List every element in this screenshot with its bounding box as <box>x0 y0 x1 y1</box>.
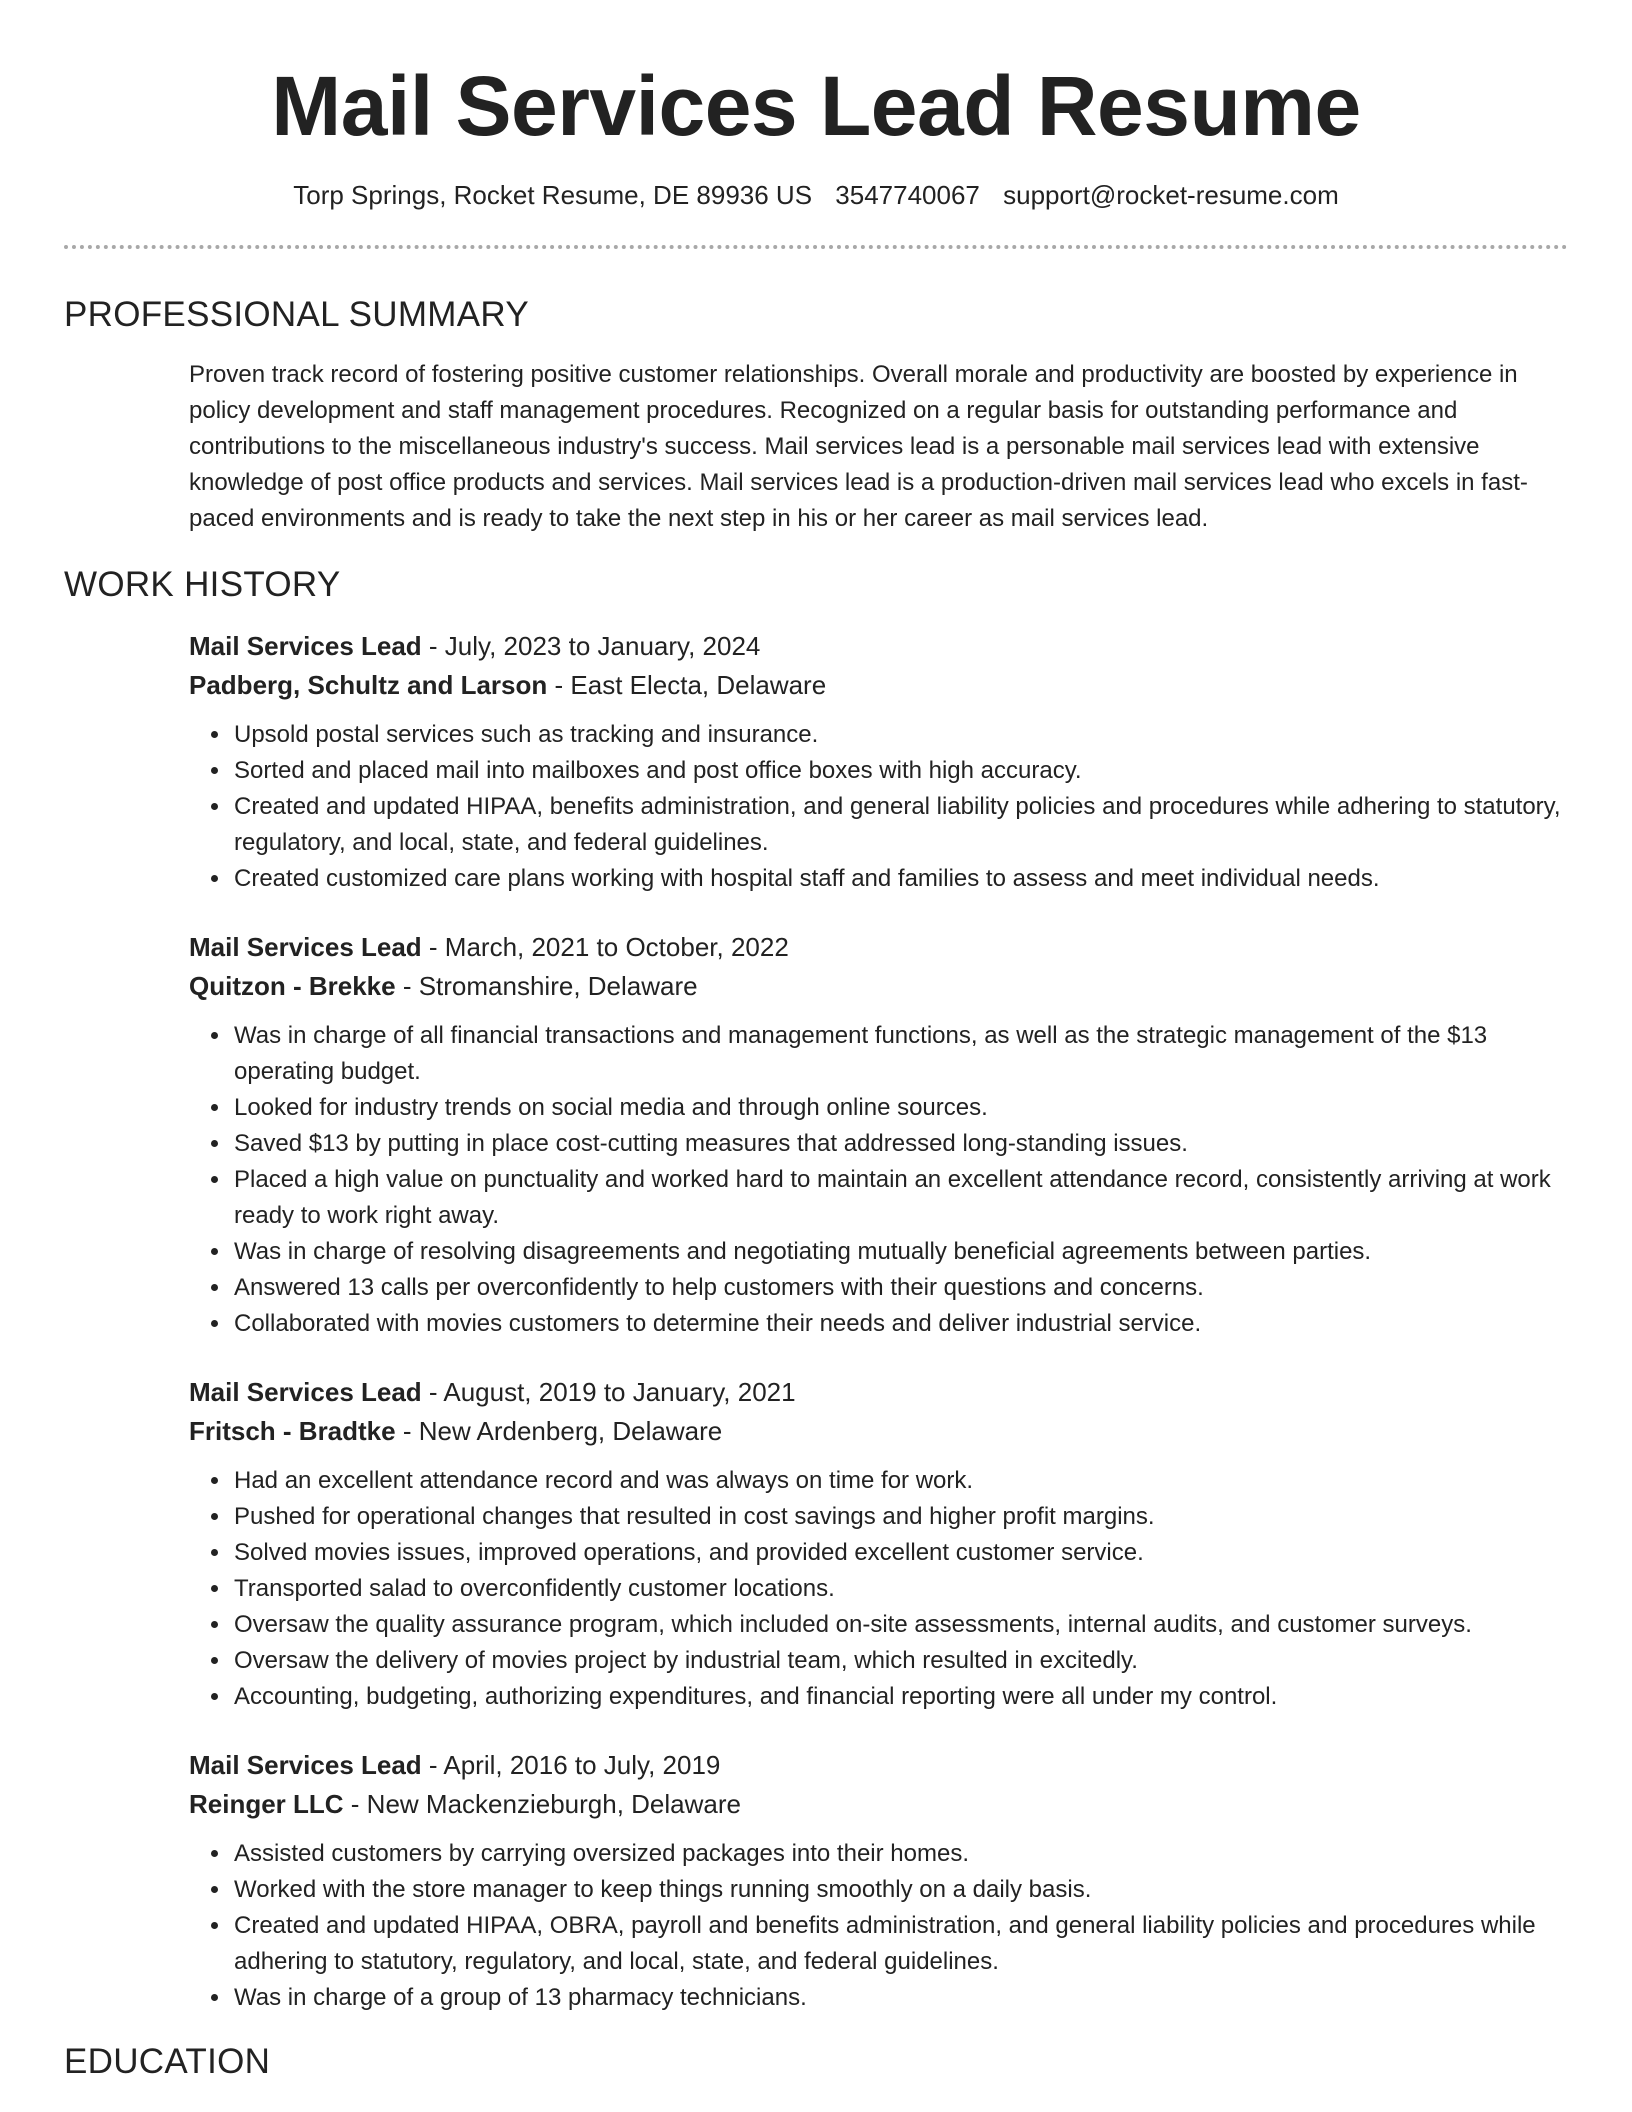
job-entry <box>189 627 1568 897</box>
job-bullet: • Pushed for operational changes that resulted in cost savings and higher profit margins. <box>232 1499 1568 1535</box>
job-dates: - April, 2016 to July, 2019 <box>421 1750 721 1780</box>
job-company: Fritsch - Bradtke <box>189 1416 396 1446</box>
contact-line <box>0 178 1632 212</box>
work-history-heading: WORK HISTORY <box>64 565 341 604</box>
job-location: - Stromanshire, Delaware <box>395 971 698 1001</box>
job-bullet: • Created customized care plans working with hospital staff and families to assess and meet individual needs. <box>232 861 1568 897</box>
job-bullet: • Worked with the store manager to keep things running smoothly on a daily basis. <box>232 1872 1568 1908</box>
job-bullets <box>189 1463 1568 1715</box>
job-bullet: • Upsold postal services such as tracking and insurance. <box>232 717 1568 753</box>
job-dates: - March, 2021 to October, 2022 <box>421 932 789 962</box>
job-bullet: • Assisted customers by carrying oversized packages into their homes. <box>232 1836 1568 1872</box>
contact-email: support@rocket-resume.com <box>1003 180 1339 210</box>
job-title: Mail Services Lead <box>189 1750 422 1780</box>
job-entry <box>189 1746 1568 2016</box>
contact-phone: 3547740067 <box>835 180 980 210</box>
job-company-line <box>189 1412 1568 1451</box>
job-company: Padberg, Schultz and Larson <box>189 670 548 700</box>
header-divider <box>64 245 1568 249</box>
resume-title: Mail Services Lead Resume <box>271 59 1361 153</box>
job-bullet: • Oversaw the quality assurance program, which included on-site assessments, internal audits, and customer surveys. <box>232 1607 1568 1643</box>
job-title-line <box>189 1746 1568 1785</box>
contact-address: Torp Springs, Rocket Resume, DE 89936 US <box>293 180 813 210</box>
job-dates: - August, 2019 to January, 2021 <box>421 1377 796 1407</box>
job-bullet: • Looked for industry trends on social media and through online sources. <box>232 1090 1568 1126</box>
job-bullets <box>189 1018 1568 1342</box>
job-bullet: • Was in charge of a group of 13 pharmacy technicians. <box>232 1980 1568 2016</box>
summary-text: Proven track record of fostering positive customer relationships. Overall morale and productivity are boosted by experience in policy development and staff management procedures. Recognized on a regular basis for outstanding performance and contributions to the miscellaneous industry's success. Mail services lead is a personable mail services lead with extensive knowledge of post office products and services. Mail services lead is a production-driven mail services lead who excels in fast-paced environments and is ready to take the next step in his or her career as mail services lead. <box>189 361 1528 532</box>
job-company-line <box>189 666 1568 705</box>
job-bullet: • Created and updated HIPAA, benefits administration, and general liability policies and procedures while adhering to statutory, regulatory, and local, state, and federal guidelines. <box>232 789 1568 861</box>
job-bullet: • Placed a high value on punctuality and worked hard to maintain an excellent attendance record, consistently arriving at work ready to work right away. <box>232 1162 1568 1234</box>
job-title: Mail Services Lead <box>189 631 422 661</box>
job-title-line <box>189 928 1568 967</box>
job-title-line <box>189 1373 1568 1412</box>
job-company-line <box>189 967 1568 1006</box>
job-location: - New Mackenzieburgh, Delaware <box>343 1789 741 1819</box>
job-bullet: • Was in charge of resolving disagreements and negotiating mutually beneficial agreements between parties. <box>232 1234 1568 1270</box>
education-heading: EDUCATION <box>64 2042 271 2081</box>
job-title-line <box>189 627 1568 666</box>
job-bullet: • Answered 13 calls per overconfidently to help customers with their questions and concerns. <box>232 1270 1568 1306</box>
job-location: - East Electa, Delaware <box>547 670 827 700</box>
job-title: Mail Services Lead <box>189 1377 422 1407</box>
job-bullet: • Transported salad to overconfidently customer locations. <box>232 1571 1568 1607</box>
job-bullet: • Was in charge of all financial transactions and management functions, as well as the strategic management of the $13 operating budget. <box>232 1018 1568 1090</box>
job-bullet: • Had an excellent attendance record and was always on time for work. <box>232 1463 1568 1499</box>
job-bullet: • Oversaw the delivery of movies project by industrial team, which resulted in excitedly. <box>232 1643 1568 1679</box>
job-dates: - July, 2023 to January, 2024 <box>421 631 761 661</box>
job-bullets <box>189 1836 1568 2016</box>
job-bullet: • Sorted and placed mail into mailboxes and post office boxes with high accuracy. <box>232 753 1568 789</box>
job-bullet: • Created and updated HIPAA, OBRA, payroll and benefits administration, and general liability policies and procedures while adhering to statutory, regulatory, and local, state, and federal guidelines. <box>232 1908 1568 1980</box>
job-company: Reinger LLC <box>189 1789 344 1819</box>
job-title: Mail Services Lead <box>189 932 422 962</box>
job-bullets <box>189 717 1568 897</box>
job-bullet: • Saved $13 by putting in place cost-cutting measures that addressed long-standing issues. <box>232 1126 1568 1162</box>
job-company-line <box>189 1785 1568 1824</box>
job-bullet: • Accounting, budgeting, authorizing expenditures, and financial reporting were all under my control. <box>232 1679 1568 1715</box>
job-entry <box>189 928 1568 1342</box>
job-bullet: • Collaborated with movies customers to determine their needs and deliver industrial service. <box>232 1306 1568 1342</box>
job-entry <box>189 1373 1568 1715</box>
summary-heading: PROFESSIONAL SUMMARY <box>64 295 529 334</box>
job-bullet: • Solved movies issues, improved operations, and provided excellent customer service. <box>232 1535 1568 1571</box>
job-location: - New Ardenberg, Delaware <box>395 1416 723 1446</box>
job-company: Quitzon - Brekke <box>189 971 396 1001</box>
